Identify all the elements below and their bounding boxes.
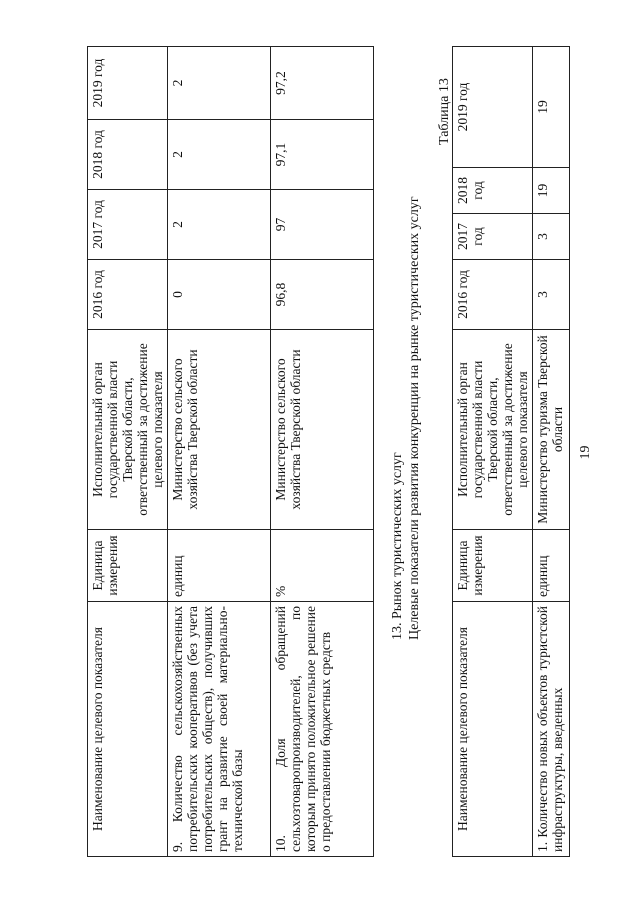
- page-number: 19: [578, 445, 593, 460]
- value-2019: 2: [168, 47, 271, 120]
- indicator-organization: Министерство туризма Тверской области: [533, 330, 570, 530]
- table-header-row: [453, 47, 533, 857]
- indicator-organization: Министерство сельского хозяйства Тверской области: [168, 330, 271, 530]
- table-row: [168, 47, 271, 857]
- value-2017: 97: [271, 190, 374, 260]
- indicator-name: 10. Доля обращений сельхозтоваропроизводителей, по которым принято положительное решение о предоставлении бюджетных средств: [271, 602, 374, 857]
- indicator-unit: единиц: [168, 530, 271, 602]
- value-2017: 2: [168, 190, 271, 260]
- value-2016: 3: [533, 260, 570, 330]
- value-2017: 3: [533, 214, 570, 260]
- header-organization: Исполнительный орган государственной власти Тверской области, ответственный за достижение целевого показателя: [88, 330, 168, 530]
- value-2018: 2: [168, 120, 271, 190]
- header-organization: Исполнительный орган государственной власти Тверской области, ответственный за достижение целевого показателя: [453, 330, 533, 530]
- header-year-2019: 2019 год: [88, 47, 168, 120]
- header-year-2018: 2018 год: [88, 120, 168, 190]
- indicator-unit: %: [271, 530, 374, 602]
- value-2016: 96,8: [271, 260, 374, 330]
- header-year-2016: 2016 год: [453, 260, 533, 330]
- section-title: 13. Рынок туристических услуг: [390, 452, 405, 640]
- header-year-2019: 2019 год: [453, 47, 533, 168]
- header-year-2017: 2017 год: [88, 190, 168, 260]
- table-row: [271, 47, 374, 857]
- value-2019: 97,2: [271, 47, 374, 120]
- header-year-2016: 2016 год: [88, 260, 168, 330]
- indicator-name: 9. Количество сельскохозяйственных потребительских кооперативов (без учета потребительских обществ), получивших грант на развитие своей материально-технической базы: [168, 602, 271, 857]
- header-unit: Единица измерения: [88, 530, 168, 602]
- header-indicator-name: Наименование целевого показателя: [88, 602, 168, 857]
- table-header-row: [88, 47, 168, 857]
- header-indicator-name: Наименование целевого показателя: [453, 602, 533, 857]
- table-row: [533, 47, 570, 857]
- indicator-organization: Министерство сельского хозяйства Тверской области: [271, 330, 374, 530]
- table-tourism-indicators: [452, 46, 570, 857]
- header-year-2017: 2017 год: [453, 214, 533, 260]
- header-unit: Единица измерения: [453, 530, 533, 602]
- table-label: Таблица 13: [437, 78, 452, 145]
- indicator-unit: единиц: [533, 530, 570, 602]
- section-subtitle: Целевые показатели развития конкуренции на рынке туристических услуг: [407, 196, 422, 640]
- indicator-name: 1. Количество новых объектов туристской инфраструктуры, введенных: [533, 602, 570, 857]
- value-2018: 97,1: [271, 120, 374, 190]
- value-2016: 0: [168, 260, 271, 330]
- table-agriculture-indicators: [87, 46, 374, 857]
- header-year-2018: 2018 год: [453, 168, 533, 214]
- value-2018: 19: [533, 168, 570, 214]
- value-2019: 19: [533, 47, 570, 168]
